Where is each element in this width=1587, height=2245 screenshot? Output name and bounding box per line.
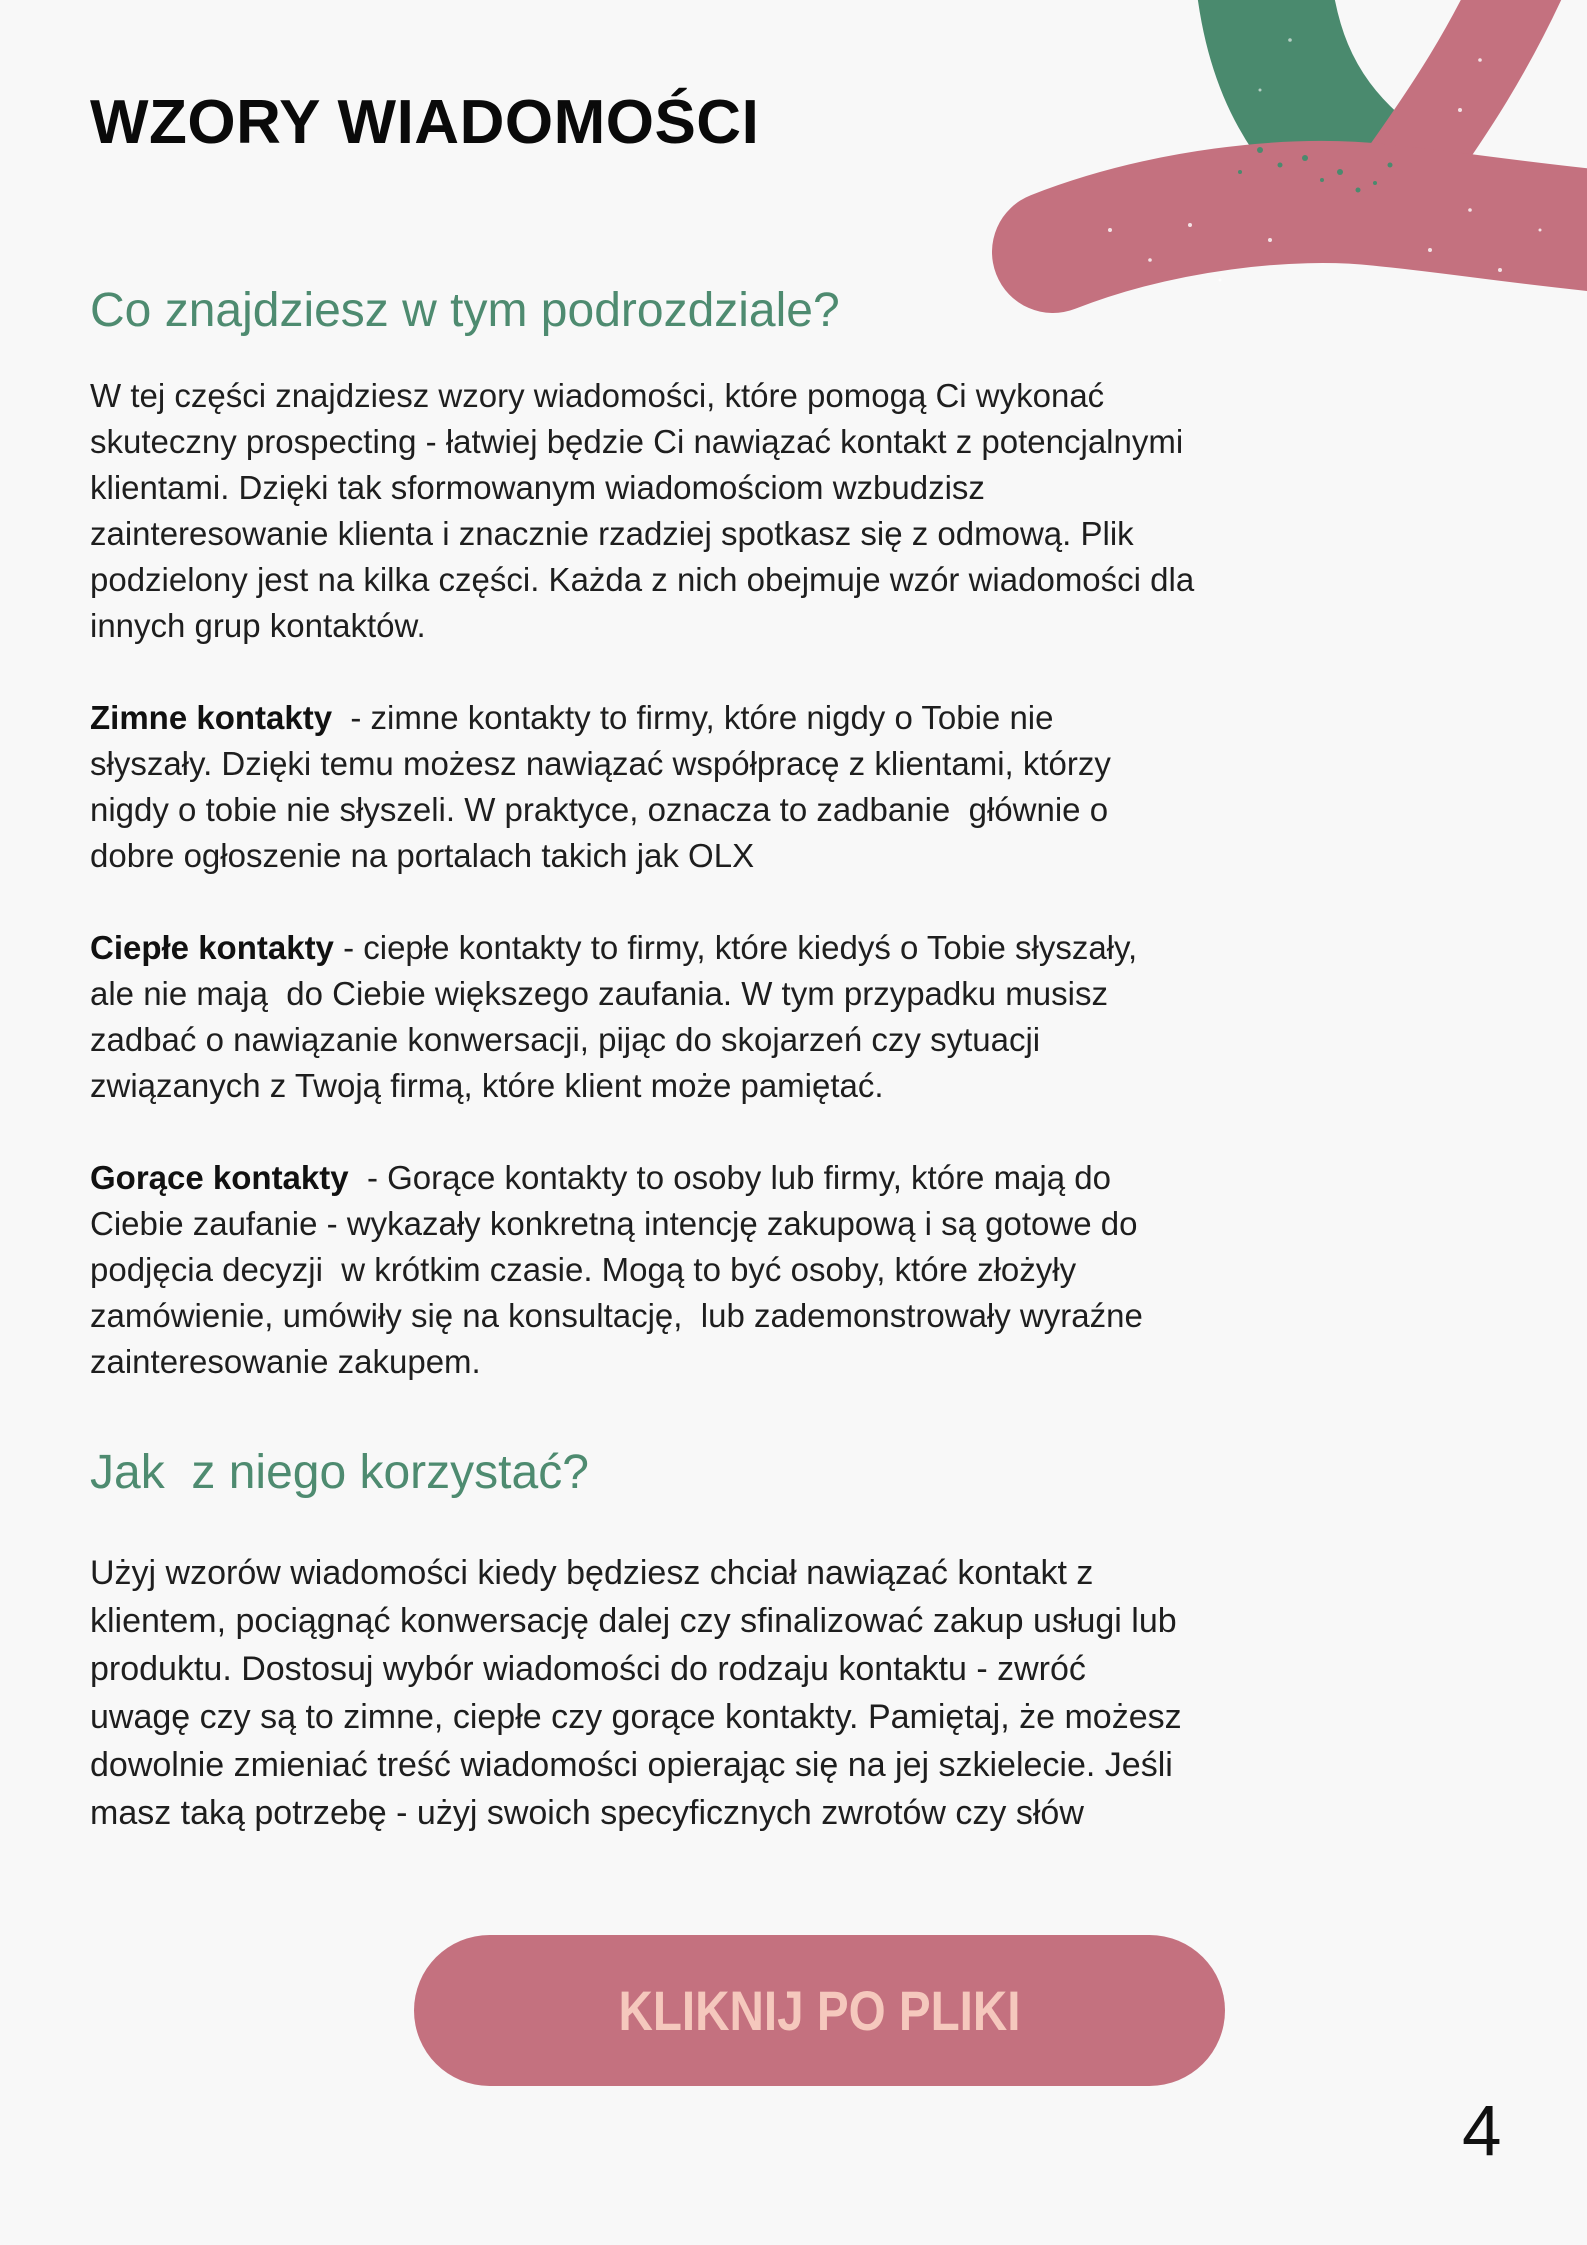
paragraph-line: produktu. Dostosuj wybór wiadomości do rodzaju kontaktu - zwróć bbox=[90, 1650, 1086, 1688]
hot-contacts-paragraph bbox=[90, 1155, 1143, 1385]
warm-contacts-paragraph bbox=[90, 925, 1137, 1109]
paragraph-line bbox=[90, 1155, 1143, 1201]
paragraph-line: związanych z Twoją firmą, które klient może pamiętać. bbox=[90, 1067, 884, 1104]
paragraph-line: nigdy o tobie nie słyszeli. W praktyce, oznacza to zadbanie głównie o bbox=[90, 791, 1109, 828]
pink-brush-stroke-main bbox=[1053, 202, 1587, 252]
paragraph-line: podzielony jest na kilka części. Każda z nich obejmuje wzór wiadomości dla bbox=[90, 561, 1195, 598]
page-number: 4 bbox=[1462, 2092, 1502, 2171]
open-files-button-label: KLIKNIJ PO PLIKI bbox=[618, 1979, 1021, 2042]
cold-contacts-paragraph bbox=[90, 695, 1111, 879]
paragraph-line: zamówienie, umówiły się na konsultację, lub zademonstrowały wyraźne bbox=[90, 1297, 1143, 1334]
paragraph-line-text: - ciepłe kontakty to firmy, które kiedyś o Tobie słyszały, bbox=[333, 929, 1138, 966]
paragraph-line bbox=[90, 925, 1137, 971]
paragraph-line-text: - Gorące kontakty to osoby lub firmy, które mają do bbox=[348, 1159, 1111, 1196]
paragraph-line: Użyj wzorów wiadomości kiedy będziesz chciał nawiązać kontakt z bbox=[90, 1554, 1094, 1592]
paragraph-line: dowolnie zmieniać treść wiadomości opierając się na jej szkielecie. Jeśli bbox=[90, 1746, 1173, 1784]
paragraph-line: Ciebie zaufanie - wykazały konkretną intencję zakupową i są gotowe do bbox=[90, 1205, 1138, 1242]
paragraph-line: zadbać o nawiązanie konwersacji, pijąc do skojarzeń czy sytuacji bbox=[90, 1021, 1041, 1058]
paragraph-line: dobre ogłoszenie na portalach takich jak OLX bbox=[90, 837, 755, 874]
hot-contacts-term: Gorące kontakty bbox=[90, 1159, 349, 1196]
section-heading-how-to-use: Jak z niego korzystać? bbox=[90, 1446, 589, 1499]
paragraph-line-text: - zimne kontakty to firmy, które nigdy o Tobie nie bbox=[332, 699, 1054, 736]
paragraph-line: podjęcia decyzji w krótkim czasie. Mogą to być osoby, które złożyły bbox=[90, 1251, 1077, 1288]
paragraph-line: klientami. Dzięki tak sformowanym wiadomościom wzbudzisz bbox=[90, 469, 985, 506]
warm-contacts-term: Ciepłe kontakty bbox=[90, 929, 334, 966]
intro-paragraph bbox=[90, 373, 1194, 649]
paragraph-line: zainteresowanie klienta i znacznie rzadziej spotkasz się z odmową. Plik bbox=[90, 515, 1134, 552]
paragraph-line: W tej części znajdziesz wzory wiadomości, które pomogą Ci wykonać bbox=[90, 377, 1105, 414]
paragraph-line bbox=[90, 695, 1111, 741]
paragraph-line: uwagę czy są to zimne, ciepłe czy gorące kontakty. Pamiętaj, że możesz bbox=[90, 1698, 1182, 1736]
paragraph-line: ale nie mają do Ciebie większego zaufania. W tym przypadku musisz bbox=[90, 975, 1108, 1012]
paragraph-line: klientem, pociągnąć konwersację dalej czy sfinalizować zakup usługi lub bbox=[90, 1602, 1177, 1640]
brush-stroke-decoration bbox=[960, 0, 1587, 330]
paragraph-line: masz taką potrzebę - użyj swoich specyficznych zwrotów czy słów bbox=[90, 1794, 1084, 1832]
page-title: WZORY WIADOMOŚCI bbox=[90, 88, 760, 157]
paragraph-line: zainteresowanie zakupem. bbox=[90, 1343, 481, 1380]
usage-paragraph bbox=[90, 1549, 1182, 1837]
paragraph-line: słyszały. Dzięki temu możesz nawiązać współpracę z klientami, którzy bbox=[90, 745, 1111, 782]
section-heading-what-you-find: Co znajdziesz w tym podrozdziale? bbox=[90, 284, 840, 337]
paragraph-line: skuteczny prospecting - łatwiej będzie Ci nawiązać kontakt z potencjalnymi bbox=[90, 423, 1184, 460]
paragraph-line: innych grup kontaktów. bbox=[90, 607, 426, 644]
open-files-button[interactable] bbox=[414, 1935, 1225, 2086]
cold-contacts-term: Zimne kontakty bbox=[90, 699, 333, 736]
